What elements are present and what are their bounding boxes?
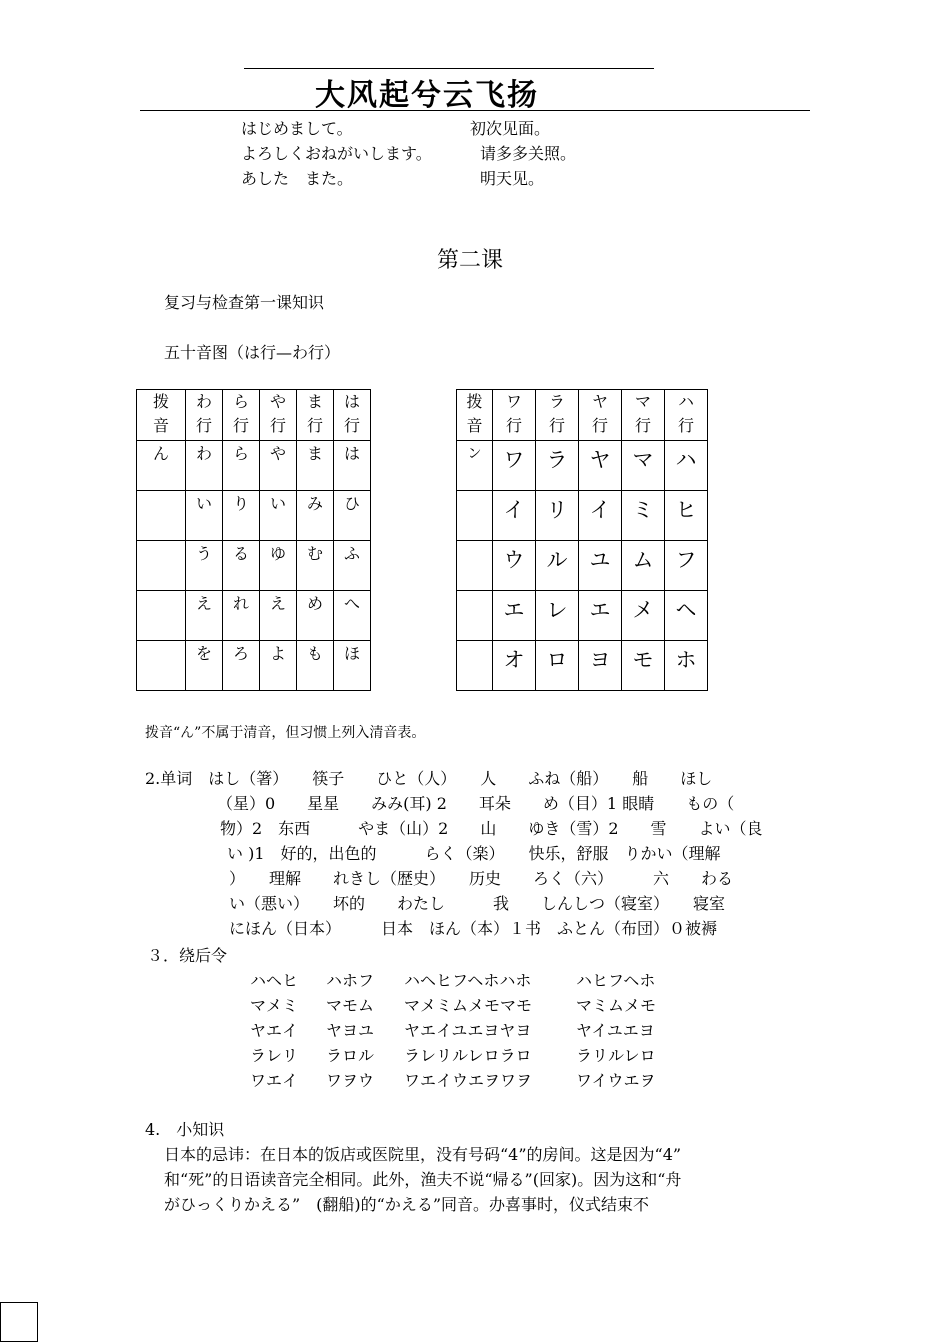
- kana-cell: ワ: [493, 441, 536, 491]
- header-cell: や 行: [260, 390, 297, 441]
- kana-cell: え: [186, 591, 223, 641]
- trivia-line: 和“死”的日语读音完全相同。此外，渔夫不说“帰る”(回家)。因为这和“舟: [164, 1170, 682, 1189]
- greeting-jp-2: よろしくおねがいします。: [241, 144, 432, 163]
- header-title: 大风起兮云飞扬: [315, 78, 539, 113]
- kana-cell: ヤ: [579, 441, 622, 491]
- kana-cell: ほ: [334, 641, 371, 691]
- kana-cell: [137, 591, 186, 641]
- kana-cell: ミ: [622, 491, 665, 541]
- table-row: [137, 491, 371, 541]
- kana-cell: む: [297, 541, 334, 591]
- trivia-body: [164, 1142, 814, 1217]
- vocab-line: 物）2 东西 やま（山）2 山 ゆき（雪）2 雪 よい（良: [220, 819, 763, 838]
- header-cell: 拨 音: [457, 390, 493, 441]
- header-cell: は 行: [334, 390, 371, 441]
- kana-cell: メ: [622, 591, 665, 641]
- kana-cell: [137, 541, 186, 591]
- kana-cell: ふ: [334, 541, 371, 591]
- vocabulary-section: [145, 766, 763, 941]
- kana-cell: レ: [536, 591, 579, 641]
- kana-cell: ユ: [579, 541, 622, 591]
- katakana-table: [456, 389, 708, 691]
- kana-cell: モ: [622, 641, 665, 691]
- kana-cell: ら: [223, 441, 260, 491]
- trivia-line: 日本的忌讳：在日本的饭店或医院里，没有号码“4”的房间。这是因为“4”: [164, 1145, 682, 1164]
- tongue-twister-row: マメミ マモム マメミムメモマモ マミムメモ: [250, 996, 657, 1015]
- kana-cell: ヨ: [579, 641, 622, 691]
- tongue-twister-row: ワエイ ワヲウ ワエイウエヲワヲ ワイウエヲ: [250, 1071, 656, 1090]
- kana-cell: を: [186, 641, 223, 691]
- kana-cell: オ: [493, 641, 536, 691]
- kana-cell: れ: [223, 591, 260, 641]
- tongue-twister-row: ヤエイ ヤヨユ ヤエイユエヨヤヨ ヤイユエヨ: [250, 1021, 655, 1040]
- kana-cell: や: [260, 441, 297, 491]
- table-caption: 五十音图（は行—わ行）: [164, 343, 341, 362]
- review-heading: 复习与检查第一课知识: [164, 293, 325, 312]
- kana-cell: う: [186, 541, 223, 591]
- kana-cell: め: [297, 591, 334, 641]
- kana-cell: イ: [493, 491, 536, 541]
- vocab-line: 2.单词 はし（箸） 筷子 ひと（人） 人 ふね（船） 船 ほし: [145, 769, 713, 788]
- greeting-jp-3: あした また。: [241, 169, 354, 188]
- kana-cell: へ: [334, 591, 371, 641]
- header-cell: ラ 行: [536, 390, 579, 441]
- kana-cell: ウ: [493, 541, 536, 591]
- header-cell: ヤ 行: [579, 390, 622, 441]
- header-rule-top: [244, 68, 654, 69]
- greeting-cn-3: 明天见。: [480, 169, 545, 188]
- greeting-cn-1: 初次见面。: [470, 119, 551, 138]
- table-row: [137, 591, 371, 641]
- vocab-line: にほん（日本） 日本 ほん（本）１书 ふとん（布団）０被褥: [229, 919, 718, 938]
- syllabic-nasal-note: 拨音“ん”不属于清音，但习惯上列入清音表。: [145, 725, 426, 741]
- kana-cell: わ: [186, 441, 223, 491]
- greeting-cn-2: 请多多关照。: [480, 144, 577, 163]
- vocab-line: ） 理解 れきし（歴史） 历史 ろく（六） 六 わる: [229, 869, 734, 888]
- kana-cell: [457, 591, 493, 641]
- kana-cell: [137, 641, 186, 691]
- header-cell: ワ 行: [493, 390, 536, 441]
- kana-cell: え: [260, 591, 297, 641]
- header-cell: ま 行: [297, 390, 334, 441]
- kana-cell: る: [223, 541, 260, 591]
- tongue-twister-block: [250, 968, 656, 1093]
- vocab-line: い（悪い） 坏的 わたし 我 しんしつ（寝室） 寝室: [229, 894, 726, 913]
- vocab-line: （星）0 星星 みみ(耳) 2 耳朵 め（目）1 眼睛 もの（: [217, 794, 735, 813]
- lesson-title: 第二课: [437, 248, 504, 273]
- table-row: [137, 541, 371, 591]
- kana-cell: エ: [493, 591, 536, 641]
- kana-cell: よ: [260, 641, 297, 691]
- kana-cell: [457, 491, 493, 541]
- table-row: [457, 641, 708, 691]
- header-cell: ら 行: [223, 390, 260, 441]
- kana-cell: フ: [665, 541, 708, 591]
- table-row: [457, 541, 708, 591]
- kana-cell: も: [297, 641, 334, 691]
- kana-cell: [137, 491, 186, 541]
- header-cell: マ 行: [622, 390, 665, 441]
- table-row: [457, 441, 708, 491]
- hiragana-table: [136, 389, 371, 691]
- kana-cell: ひ: [334, 491, 371, 541]
- kana-cell: り: [223, 491, 260, 541]
- kana-cell: [457, 641, 493, 691]
- kana-cell: ラ: [536, 441, 579, 491]
- kana-cell: ゆ: [260, 541, 297, 591]
- table-header-row: [457, 390, 708, 441]
- kana-cell: ン: [457, 441, 493, 491]
- vocab-line: い )1 好的，出色的 らく（楽） 快乐，舒服 りかい（理解: [227, 844, 721, 863]
- kana-cell: ん: [137, 441, 186, 491]
- kana-cell: ム: [622, 541, 665, 591]
- kana-cell: エ: [579, 591, 622, 641]
- kana-cell: マ: [622, 441, 665, 491]
- kana-cell: リ: [536, 491, 579, 541]
- kana-cell: ホ: [665, 641, 708, 691]
- kana-cell: み: [297, 491, 334, 541]
- kana-cell: ろ: [223, 641, 260, 691]
- table-row: [137, 641, 371, 691]
- table-row: [137, 441, 371, 491]
- trivia-heading: 4. 小知识: [145, 1120, 225, 1139]
- table-header-row: [137, 390, 371, 441]
- kana-cell: イ: [579, 491, 622, 541]
- kana-cell: [457, 541, 493, 591]
- tongue-twister-heading: ３．绕后令: [147, 946, 228, 965]
- kana-cell: ま: [297, 441, 334, 491]
- header-cell: わ 行: [186, 390, 223, 441]
- kana-cell: ヘ: [665, 591, 708, 641]
- kana-cell: ヒ: [665, 491, 708, 541]
- tongue-twister-row: ハヘヒ ハホフ ハヘヒフヘホハホ ハヒフヘホ: [250, 971, 656, 990]
- header-cell: ハ 行: [665, 390, 708, 441]
- page-corner-box: [0, 1302, 38, 1342]
- kana-cell: は: [334, 441, 371, 491]
- header-rule-bottom: [140, 110, 810, 111]
- greeting-jp-1: はじめまして。: [241, 119, 353, 138]
- trivia-line: がひっくりかえる” (翻船)的“かえる”同音。办喜事时，仪式结束不: [164, 1195, 650, 1214]
- kana-cell: い: [260, 491, 297, 541]
- kana-cell: ハ: [665, 441, 708, 491]
- tongue-twister-row: ラレリ ラロル ラレリルレロラロ ラリルレロ: [250, 1046, 656, 1065]
- header-cell: 拨 音: [137, 390, 186, 441]
- kana-cell: い: [186, 491, 223, 541]
- kana-cell: ル: [536, 541, 579, 591]
- table-row: [457, 591, 708, 641]
- table-row: [457, 491, 708, 541]
- kana-cell: ロ: [536, 641, 579, 691]
